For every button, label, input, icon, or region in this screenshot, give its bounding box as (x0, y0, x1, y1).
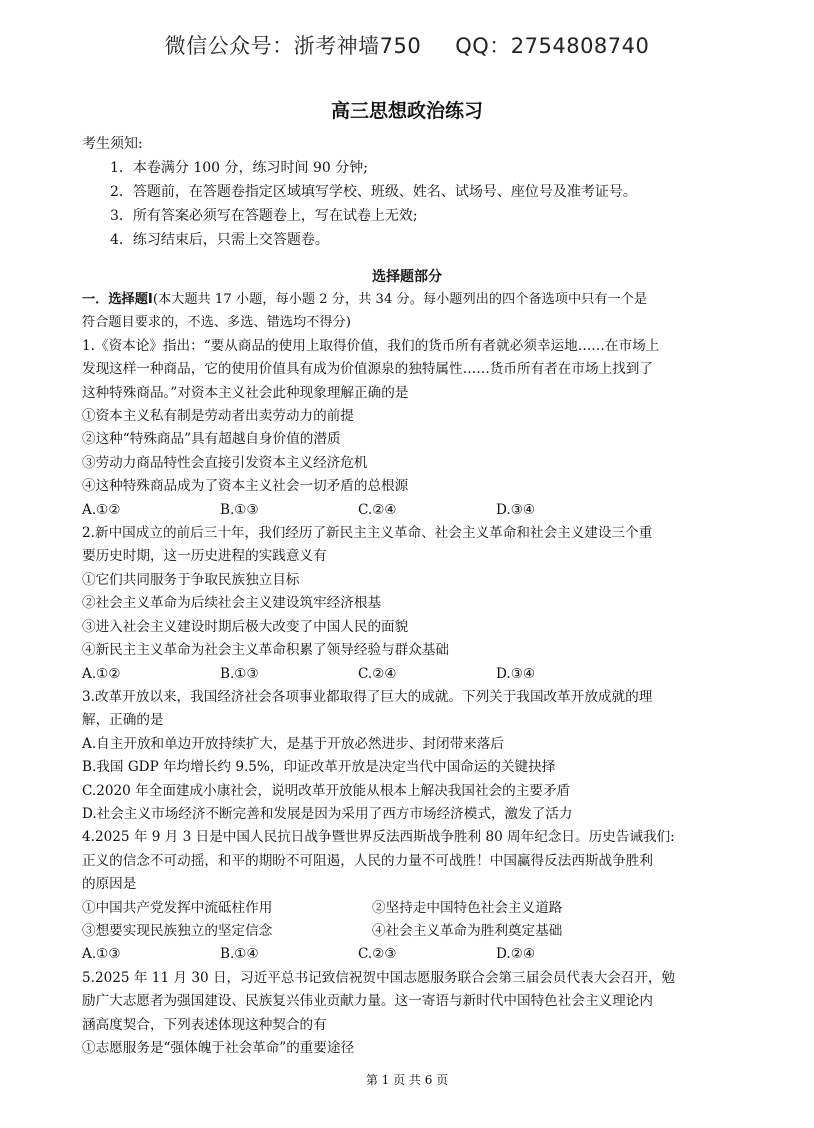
statement: ④这种特殊商品成为了资本主义社会一切矛盾的总根源 (82, 478, 409, 495)
option-b: B.①③ (220, 665, 259, 682)
statement: ①中国共产党发挥中流砥柱作用 (82, 899, 273, 916)
option-d: D.③④ (496, 665, 536, 682)
wechat-label: 微信公众号：浙考神墙750 (164, 34, 422, 58)
question-stem: 励广大志愿者为强国建设、民族复兴伟业贡献力量。这一寄语与新时代中国特色社会主义理论内 (82, 993, 653, 1010)
answer-options (82, 943, 734, 966)
option-c: C.②③ (358, 946, 397, 963)
question-stem: 发现这样一种商品，它的使用价值具有成为价值源泉的独特属性……货币所有者在市场上找到了 (82, 361, 653, 378)
part-description-cont: 符合题目要求的，不选、多选、错选均不得分) (82, 315, 351, 331)
statement-pair (82, 897, 734, 920)
option-a: A.①② (82, 665, 121, 682)
part-label: 一．选择题Ⅰ (82, 292, 153, 307)
statement: ②坚持走中国特色社会主义道路 (372, 899, 563, 916)
question-list (82, 288, 734, 1060)
answer-options (82, 499, 734, 522)
question-stem: 4.2025 年 9 月 3 日是中国人民抗日战争暨世界反法西斯战争胜利 80 周年纪念日。历史告诫我们: (82, 829, 675, 846)
statement: ②这种“特殊商品”具有超越自身价值的潜质 (82, 431, 341, 448)
question-stem: 3.改革开放以来，我国经济社会各项事业都取得了巨大的成就。下列关于我国改革开放成就的理 (82, 688, 653, 705)
statement: ③劳动力商品特性会直接引发资本主义经济危机 (82, 454, 368, 471)
option-a: A.①② (82, 501, 121, 518)
answer-options (82, 663, 734, 686)
notice-item: 3．所有答案必须写在答题卷上，写在试卷上无效; (110, 208, 418, 224)
qq-label: QQ：2754808740 (455, 34, 650, 58)
question-stem: 解，正确的是 (82, 712, 164, 729)
notice-heading: 考生须知: (82, 136, 143, 152)
exam-notice (82, 132, 637, 252)
page-title: 高三思想政治练习 (330, 100, 483, 122)
option-b: B.①③ (220, 501, 259, 518)
watermark-banner (0, 30, 814, 60)
part-header (82, 288, 734, 311)
statement: ①资本主义私有制是劳动者出卖劳动力的前提 (82, 408, 354, 425)
statement: ④新民主主义革命为社会主义革命积累了领导经验与群众基础 (82, 642, 450, 659)
notice-item: 4．练习结束后，只需上交答题卷。 (110, 232, 329, 248)
notice-item: 2．答题前，在答题卷指定区域填写学校、班级、姓名、试场号、座位号及准考证号。 (110, 184, 637, 200)
option-c: C.②④ (358, 665, 397, 682)
choice-d: D.社会主义市场经济不断完善和发展是因为采用了西方市场经济模式，激发了活力 (82, 805, 573, 822)
question-stem: 5.2025 年 11 月 30 日，习近平总书记致信祝贺中国志愿服务联合会第三届会员代表大会召开，勉 (82, 969, 676, 986)
question-stem: 1.《资本论》指出：“要从商品的使用上取得价值，我们的货币所有者就必须幸运地……在市场上 (82, 337, 660, 354)
statement: ①志愿服务是“强体魄于社会革命”的重要途径 (82, 1040, 355, 1056)
choice-b: B.我国 GDP 年均增长约 9.5%，印证改革开放是决定当代中国命运的关键抉择 (82, 759, 556, 776)
option-a: A.①③ (82, 946, 121, 963)
question-stem: 涵高度契合，下列表述体现这种契合的有 (82, 1016, 327, 1033)
question-stem: 正义的信念不可动摇，和平的期盼不可阻遏，人民的力量不可战胜！中国赢得反法西斯战争胜利 (82, 852, 653, 869)
part-description: (本大题共 17 小题，每小题 2 分，共 34 分。每小题列出的四个备选项中只有一个是 (152, 292, 648, 307)
option-c: C.②④ (358, 501, 397, 518)
statement: ③进入社会主义建设时期后极大改变了中国人民的面貌 (82, 618, 409, 635)
question-stem: 的原因是 (82, 876, 137, 893)
option-b: B.①④ (220, 946, 259, 963)
statement: ②社会主义革命为后续社会主义建设筑牢经济根基 (82, 595, 382, 612)
page-footer: 第 1 页 共 6 页 (365, 1073, 449, 1087)
choice-c: C.2020 年全面建成小康社会，说明改革开放能从根本上解决我国社会的主要矛盾 (82, 782, 571, 799)
option-d: D.②④ (496, 946, 536, 963)
question-stem: 要历史时期，这一历史进程的实践意义有 (82, 548, 327, 565)
section-heading: 选择题部分 (372, 269, 442, 285)
statement: ③想要实现民族独立的坚定信念 (82, 922, 273, 939)
statement: ①它们共同服务于争取民族独立目标 (82, 571, 300, 588)
statement: ④社会主义革命为胜利奠定基础 (372, 922, 563, 939)
statement-pair (82, 920, 734, 943)
option-d: D.③④ (496, 501, 536, 518)
question-stem: 2.新中国成立的前后三十年，我们经历了新民主主义革命、社会主义革命和社会主义建设三个重 (82, 525, 653, 542)
question-stem: 这种特殊商品。”对资本主义社会此种现象理解正确的是 (82, 384, 409, 401)
notice-item: 1．本卷满分 100 分，练习时间 90 分钟; (110, 160, 368, 176)
choice-a: A.自主开放和单边开放持续扩大，是基于开放必然进步、封闭带来落后 (82, 735, 504, 752)
